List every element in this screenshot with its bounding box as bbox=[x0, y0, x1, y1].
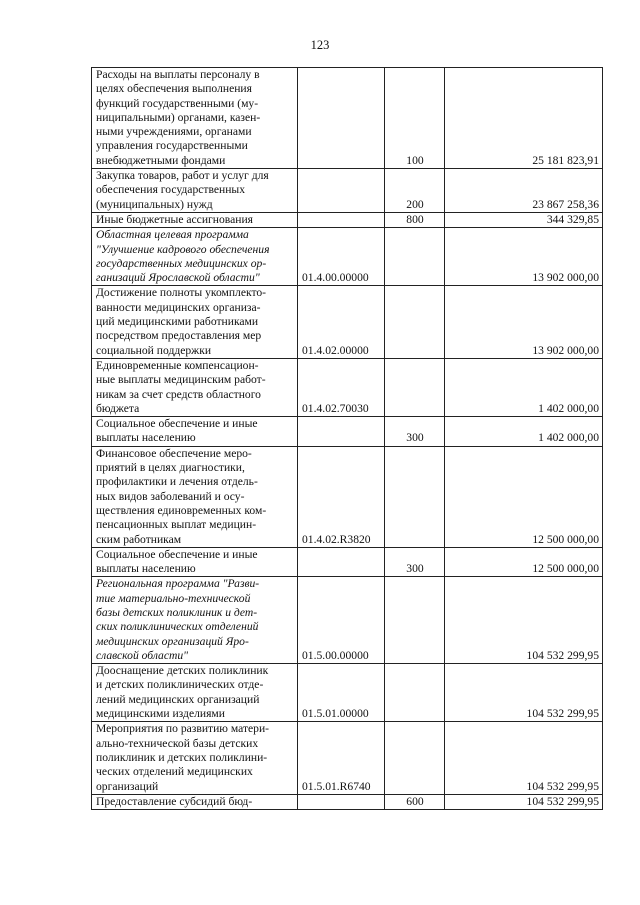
expense-type-cell bbox=[385, 664, 445, 722]
program-code-cell bbox=[298, 169, 385, 213]
expense-name-line: и детских поликлинических отде- bbox=[96, 678, 264, 692]
expense-type-cell bbox=[385, 446, 445, 547]
page-number: 123 bbox=[310, 38, 330, 52]
program-code-cell: 01.4.02.R3820 bbox=[298, 446, 385, 547]
expense-type-cell bbox=[385, 722, 445, 794]
amount-cell: 1 402 000,00 bbox=[445, 358, 603, 416]
expense-name-line: Расходы на выплаты персоналу в bbox=[96, 68, 260, 81]
expense-name-line: поликлиник и детских поликлини- bbox=[96, 750, 268, 764]
expense-name-line: ций медицинскими работниками bbox=[96, 315, 259, 329]
expense-name-line: "Улучшение кадрового обеспечения bbox=[96, 242, 270, 256]
expense-name-line: никам за счет средств областного bbox=[96, 387, 261, 401]
expense-name-line: ванности медицинских организа- bbox=[96, 300, 261, 314]
program-code-cell: 01.5.01.00000 bbox=[298, 664, 385, 722]
expense-name-line: Социальное обеспечение и иные bbox=[96, 417, 258, 431]
expense-name-line: Региональная программа "Разви- bbox=[96, 577, 260, 591]
expense-type-cell bbox=[385, 358, 445, 416]
amount-cell: 1 402 000,00 bbox=[445, 417, 603, 447]
expense-name-line: медицинских организаций Яро- bbox=[96, 634, 249, 648]
expense-name-cell bbox=[92, 794, 298, 809]
expense-name-line: целях обеспечения выполнения bbox=[96, 82, 252, 96]
expense-name-line: ные выплаты медицинским работ- bbox=[96, 373, 266, 387]
expense-name-line: Предоставление субсидий бюд- bbox=[96, 794, 253, 808]
program-code-cell: 01.5.01.R6740 bbox=[298, 722, 385, 794]
expense-type-cell bbox=[385, 577, 445, 664]
expense-name-cell bbox=[92, 358, 298, 416]
amount-cell: 104 532 299,95 bbox=[445, 794, 603, 809]
expense-name-line: медицинскими изделиями bbox=[96, 707, 225, 721]
amount-cell: 13 902 000,00 bbox=[445, 228, 603, 286]
amount-cell: 104 532 299,95 bbox=[445, 722, 603, 794]
expense-name-line: обеспечения государственных bbox=[96, 183, 246, 197]
table-row bbox=[92, 228, 603, 286]
expense-name-line: Областная целевая программа bbox=[96, 228, 249, 242]
expense-name-line: ными учреждениями, органами bbox=[96, 125, 252, 139]
expense-name-line: организаций bbox=[96, 779, 159, 793]
expense-name-line: ниципальными) органами, казен- bbox=[96, 110, 261, 124]
expense-name-line: пенсационных выплат медицин- bbox=[96, 518, 257, 532]
expense-name-line: посредством предоставления мер bbox=[96, 329, 262, 343]
amount-cell: 13 902 000,00 bbox=[445, 286, 603, 358]
expense-name-line: бюджета bbox=[96, 401, 140, 415]
expense-name-line: ским работникам bbox=[96, 532, 182, 546]
program-code-cell: 01.5.00.00000 bbox=[298, 577, 385, 664]
expense-name-line: ных видов заболеваний и осу- bbox=[96, 489, 245, 503]
expense-name-line: профилактики и лечения отдель- bbox=[96, 475, 258, 489]
expense-name-line: ских поликлинических отделений bbox=[96, 620, 259, 634]
expense-name-line: ществления единовременных ком- bbox=[96, 503, 267, 517]
program-code-cell bbox=[298, 68, 385, 169]
table-row bbox=[92, 286, 603, 358]
expense-name-cell bbox=[92, 212, 298, 227]
program-code-cell: 01.4.00.00000 bbox=[298, 228, 385, 286]
table-row bbox=[92, 547, 603, 577]
expense-name-line: базы детских поликлиник и дет- bbox=[96, 605, 258, 619]
expense-type-cell: 300 bbox=[385, 417, 445, 447]
amount-cell: 12 500 000,00 bbox=[445, 547, 603, 577]
table-row bbox=[92, 722, 603, 794]
table-row bbox=[92, 664, 603, 722]
amount-cell: 23 867 258,36 bbox=[445, 169, 603, 213]
expense-name-cell bbox=[92, 169, 298, 213]
budget-table-body bbox=[92, 68, 603, 810]
expense-name-line: Мероприятия по развитию матери- bbox=[96, 722, 270, 736]
expense-name-cell bbox=[92, 68, 298, 169]
expense-type-cell: 300 bbox=[385, 547, 445, 577]
expense-name-line: Закупка товаров, работ и услуг для bbox=[96, 169, 269, 183]
program-code-cell: 01.4.02.00000 bbox=[298, 286, 385, 358]
expense-name-line: ганизаций Ярославской области" bbox=[96, 271, 260, 285]
table-row bbox=[92, 212, 603, 227]
expense-type-cell bbox=[385, 228, 445, 286]
amount-cell: 344 329,85 bbox=[445, 212, 603, 227]
expense-name-line: ческих отделений медицинских bbox=[96, 765, 253, 779]
expense-type-cell bbox=[385, 286, 445, 358]
amount-cell: 25 181 823,91 bbox=[445, 68, 603, 169]
expense-name-line: государственных медицинских ор- bbox=[96, 256, 267, 270]
expense-name-cell bbox=[92, 664, 298, 722]
table-row bbox=[92, 794, 603, 809]
expense-name-cell bbox=[92, 446, 298, 547]
table-row bbox=[92, 169, 603, 213]
expense-name-line: Дооснащение детских поликлиник bbox=[96, 664, 269, 678]
expense-type-cell: 100 bbox=[385, 68, 445, 169]
amount-cell: 104 532 299,95 bbox=[445, 664, 603, 722]
expense-name-line: тие материально-технической bbox=[96, 591, 251, 605]
table-row bbox=[92, 417, 603, 447]
expense-type-cell: 200 bbox=[385, 169, 445, 213]
expense-name-cell bbox=[92, 417, 298, 447]
expense-name-line: Финансовое обеспечение меро- bbox=[96, 446, 252, 460]
expense-name-cell bbox=[92, 547, 298, 577]
expense-name-line: ально-технической базы детских bbox=[96, 736, 259, 750]
program-code-cell: 01.4.02.70030 bbox=[298, 358, 385, 416]
table-row bbox=[92, 577, 603, 664]
expense-name-line: выплаты населению bbox=[96, 562, 196, 576]
table-row bbox=[92, 358, 603, 416]
program-code-cell bbox=[298, 547, 385, 577]
expense-name-cell bbox=[92, 722, 298, 794]
expense-name-line: внебюджетными фондами bbox=[96, 153, 226, 167]
expense-name-line: выплаты населению bbox=[96, 431, 196, 445]
expense-name-cell bbox=[92, 286, 298, 358]
expense-name-cell bbox=[92, 577, 298, 664]
expense-name-line: (муниципальных) нужд bbox=[96, 197, 213, 211]
expense-name-line: Достижение полноты укомплекто- bbox=[96, 286, 267, 300]
program-code-cell bbox=[298, 794, 385, 809]
expense-name-cell bbox=[92, 228, 298, 286]
program-code-cell bbox=[298, 212, 385, 227]
expense-name-line: управления государственными bbox=[96, 139, 248, 153]
amount-cell: 12 500 000,00 bbox=[445, 446, 603, 547]
expense-name-line: функций государственными (му- bbox=[96, 96, 259, 110]
expense-name-line: лений медицинских организаций bbox=[96, 692, 260, 706]
expense-name-line: Социальное обеспечение и иные bbox=[96, 547, 258, 561]
expense-name-line: Единовременные компенсацион- bbox=[96, 358, 259, 372]
table-row bbox=[92, 446, 603, 547]
expense-name-line: славской области" bbox=[96, 648, 189, 662]
expense-name-line: Иные бюджетные ассигнования bbox=[96, 212, 253, 226]
expense-name-line: социальной поддержки bbox=[96, 343, 212, 357]
program-code-cell bbox=[298, 417, 385, 447]
table-row bbox=[92, 68, 603, 169]
expense-type-cell: 600 bbox=[385, 794, 445, 809]
expense-type-cell: 800 bbox=[385, 212, 445, 227]
amount-cell: 104 532 299,95 bbox=[445, 577, 603, 664]
budget-table bbox=[91, 67, 603, 810]
expense-name-line: приятий в целях диагностики, bbox=[96, 461, 245, 475]
